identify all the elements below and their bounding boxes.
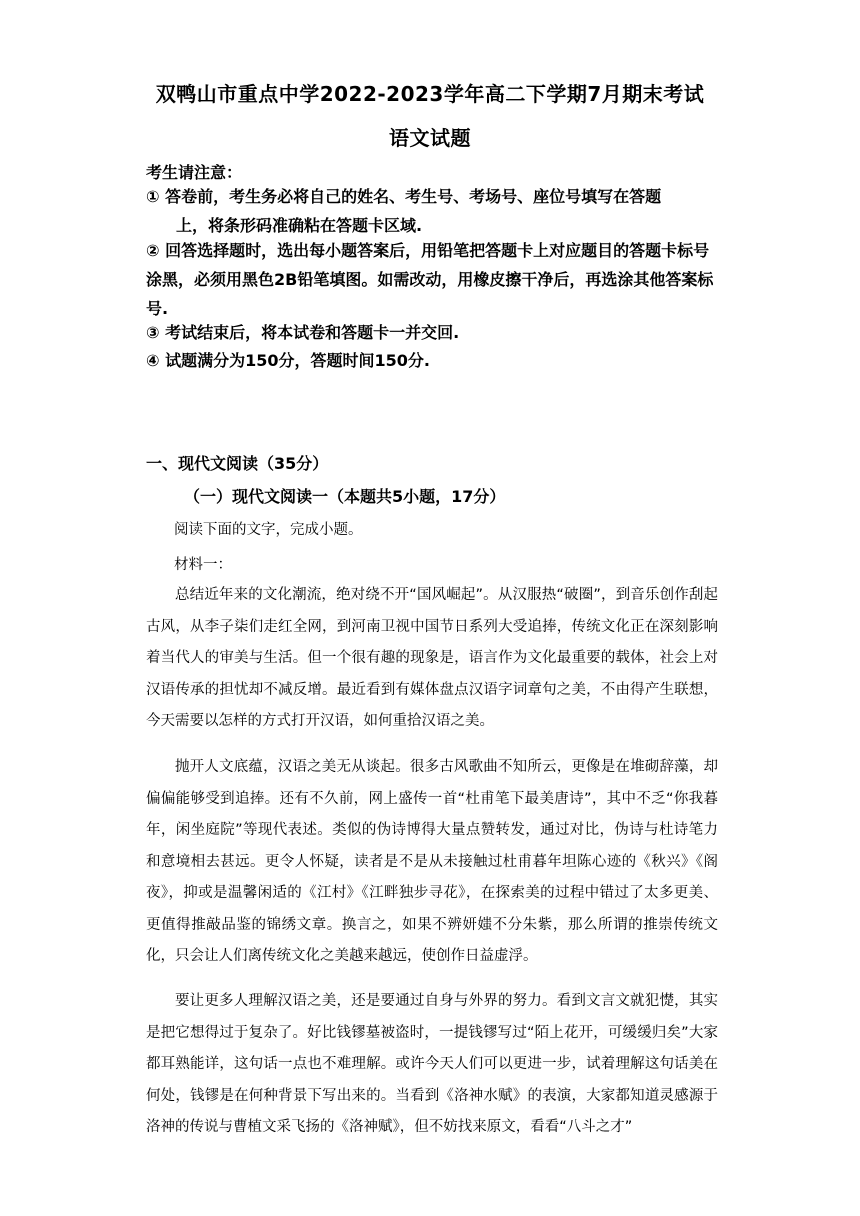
paragraph-1: 总结近年来的文化潮流，绝对绕不开“国风崛起”。从汉服热“破圈”，到音乐创作刮起古风，从李子柒们走红全网，到河南卫视中国节日系列大受追捧，传统文化正在深刻影响着当代人的审美与生活。但一个很有趣的现象是，语言作为文化最重要的载体，社会上对汉语传承的担忧却不减反增。最近看到有媒体盘点汉语字词章句之美，不由得产生联想，今天需要以怎样的方式打开汉语，如何重拾汉语之美。 xyxy=(146,587,718,729)
section-heading: 一、现代文阅读（35分） xyxy=(146,454,329,473)
notice-item-3: ③ 考试结束后，将本试卷和答题卡一并交回. xyxy=(146,323,460,342)
notice-item-1 xyxy=(146,182,718,240)
notice-item-4: ④ 试题满分为150分，答题时间150分. xyxy=(146,351,430,370)
exam-subtitle: 语文试题 xyxy=(389,126,471,150)
notice-item-1-line-2: 上，将条形码准确粘在答题卡区域. xyxy=(176,216,423,235)
notice-item-2: ② 回答选择题时，选出每小题答案后，用铅笔把答题卡上对应题目的答题卡标号涂黑，必须用黑色2B铅笔填图。如需改动，用橡皮擦干净后，再选涂其他答案标号. xyxy=(146,241,714,318)
paragraph-2: 抛开人文底蕴，汉语之美无从谈起。很多古风歌曲不知所云，更像是在堆砌辞藻，却偏偏能够受到追捧。还有不久前，网上盛传一首“杜甫笔下最美唐诗”，其中不乏“你我暮年，闲坐庭院”等现代表述。类似的伪诗博得大量点赞转发，通过对比，伪诗与杜诗笔力和意境相去甚远。更令人怀疑，读者是不是从未接触过杜甫暮年坦陈心迹的《秋兴》《阁夜》，抑或是温馨闲适的《江村》《江畔独步寻花》，在探索美的过程中错过了太多更美、更值得推敲品鉴的锦绣文章。换言之，如果不辨妍媸不分朱紫，那么所谓的推崇传统文化，只会让人们离传统文化之美越来越远，使创作日益虚浮。 xyxy=(146,759,718,964)
notice-item-1-line-1: ① 答卷前，考生务必将自己的姓名、考生号、考场号、座位号填写在答题 xyxy=(146,187,662,206)
reading-instruction: 阅读下面的文字，完成小题。 xyxy=(174,522,363,538)
notice-heading: 考生请注意： xyxy=(146,163,243,182)
exam-title: 双鸭山市重点中学2022-2023学年高二下学期7月期末考试 xyxy=(155,82,705,106)
section-subheading: （一）现代文阅读一（本题共5小题，17分） xyxy=(184,487,506,506)
material-label: 材料一： xyxy=(174,557,232,573)
paragraph-3: 要让更多人理解汉语之美，还是要通过自身与外界的努力。看到文言文就犯憷，其实是把它想得过于复杂了。好比钱镠墓被盗时，一提钱镠写过“陌上花开，可缓缓归矣”大家都耳熟能详，这句话一点也不难理解。或许今天人们可以更进一步，试着理解这句话美在何处，钱镠是在何种背景下写出来的。当看到《洛神水赋》的表演，大家都知道灵感源于洛神的传说与曹植文采飞扬的《洛神赋》，但不妨找来原文，看看“八斗之才” xyxy=(146,993,718,1135)
